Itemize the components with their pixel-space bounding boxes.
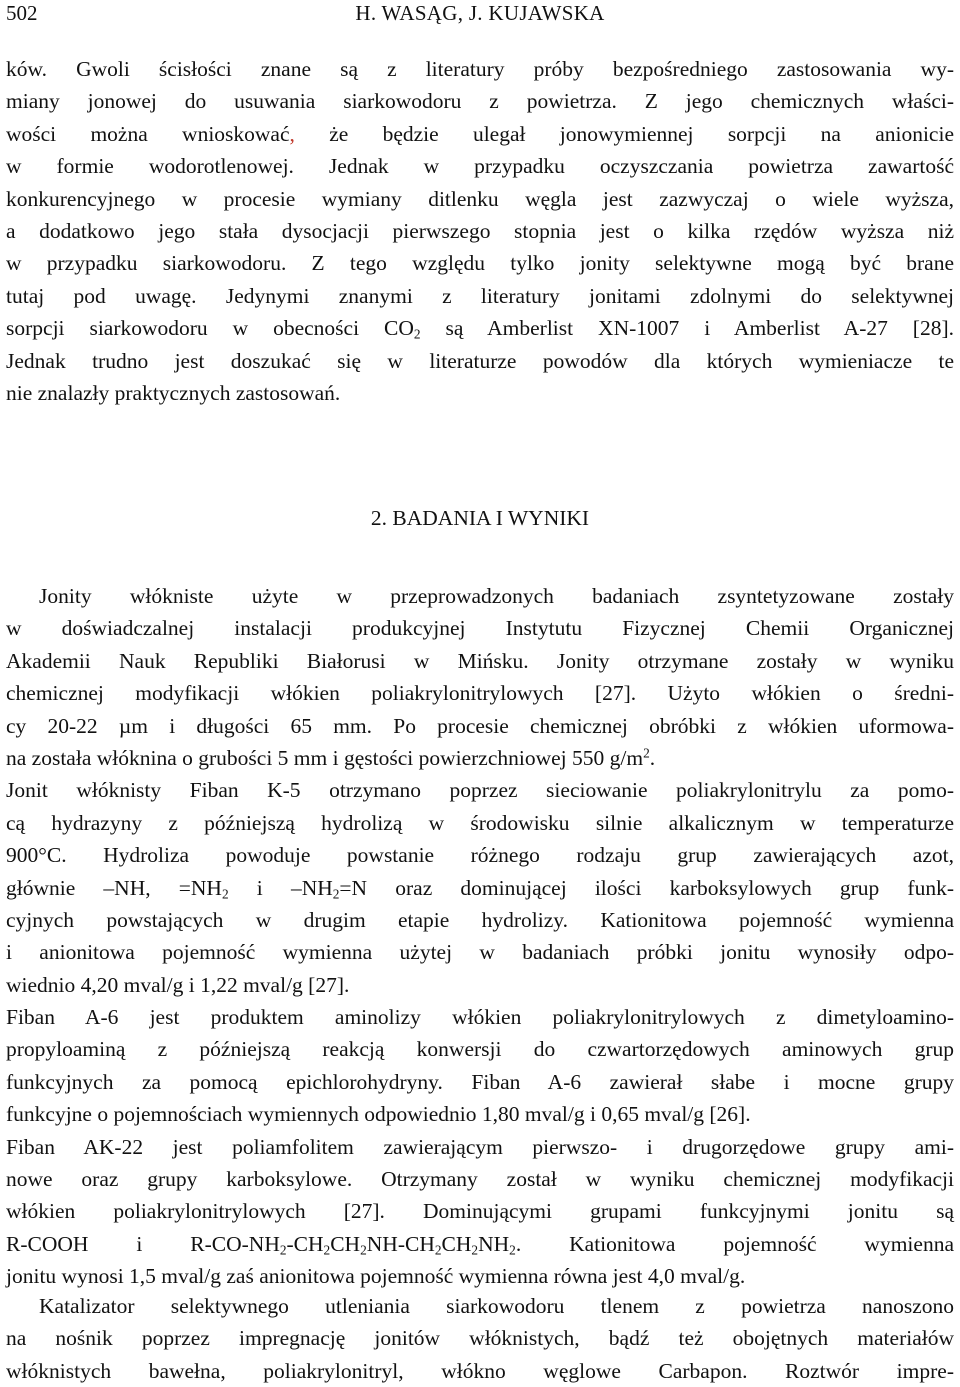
text-line: chemicznej modyfikacji włókien poliakrylonitrylowych [27]. Użyto włókien o średni-	[6, 681, 954, 706]
text-line: w doświadczalnej instalacji produkcyjnej Instytutu Fizycznej Chemii Organicznej	[6, 616, 954, 641]
section-heading: 2. BADANIA I WYNIKI	[370, 506, 590, 530]
text-line: Fiban AK-22 jest poliamfolitem zawierającym pierwszo- i drugorzędowe grupy ami-	[6, 1134, 954, 1159]
text-line: cyjnych powstających w drugim etapie hydrolizy. Kationitowa pojemność wymienna	[6, 907, 954, 932]
text-line: sorpcji siarkowodoru w obecności $CO_2$ są Amberlist XN-1007 i Amberlist A-27 [28].	[6, 316, 954, 342]
text-line: funkcyjne o pojemnościach wymiennych odpowiednio 1,80 mval/g i 0,65 mval/g [26].	[6, 1102, 751, 1127]
text-line: na nośnik poprzez impregnację jonitów włóknistych, bądź też obojętnych materiałów	[6, 1326, 954, 1351]
paragraph-intro	[6, 53, 954, 409]
text-line: głównie –NH, $=NH_2$ i $-NH_2=N$ oraz dominującej ilości karboksylowych grup funk-	[6, 875, 955, 901]
page-number: 502	[6, 1, 38, 25]
text-line: a dodatkowo jego stała dysocjacji pierwszego stopnia jest o kilka rzędów wyższa niż	[6, 218, 954, 243]
text-line: tutaj pod uwagę. Jedynymi znanymi z literatury jonitami zdolnymi do selektywnej	[6, 283, 954, 308]
text-line: 900°C. Hydroliza powoduje powstanie różnego rodzaju grup zawierających azot,	[6, 843, 954, 868]
text-line: w formie wodorotlenowej. Jednak w przypadku oczyszczania powietrza zawartość	[6, 154, 954, 179]
text-line: Akademii Nauk Republiki Białorusi w Mińsku. Jonity otrzymane zostały w wyniku	[6, 648, 954, 673]
text-line: włóknistych bawełna, poliakrylonitryl, włókno węglowe Carbapon. Roztwór impre-	[6, 1358, 954, 1383]
paragraph-results	[6, 580, 954, 1293]
text-line: i anionitowa pojemność wymienna użytej w badaniach próbki jonitu wynosiły odpo-	[6, 940, 954, 965]
text-line: Jonit włóknisty Fiban K-5 otrzymano poprzez sieciowanie poliakrylonitrylu za pomo-	[6, 778, 954, 803]
text-line: R-COOH i $R-CO-NH_2-CH_2CH_2NH-CH_2CH_2NH_2$. Kationitowa pojemność wymienna	[6, 1231, 954, 1258]
text-line: propyloaminą z późniejszą reakcją konwersji do czwartorzędowych aminowych grup	[6, 1037, 954, 1062]
text-line: Jednak trudno jest doszukać się w literaturze powodów dla których wymieniacze te	[6, 348, 954, 373]
text-line: cy 20-22 µm i długości 65 mm. Po procesie chemicznej obróbki z włókien uformowa-	[6, 713, 954, 738]
text-line: na została włóknina o grubości 5 mm i gęstości powierzchniowej 550 $g/m^2$.	[6, 745, 656, 770]
text-line: nowe oraz grupy karboksylowe. Otrzymany został w wyniku chemicznej modyfikacji	[6, 1167, 954, 1192]
text-line: Jonity włókniste użyte w przeprowadzonych badaniach zsyntetyzowane zostały	[39, 584, 954, 608]
text-line: konkurencyjnego w procesie wymiany ditlenku węgla jest zazwyczaj o wiele wyższa,	[6, 186, 954, 211]
text-line: w przypadku siarkowodoru. Z tego względu tylko jonity selektywne mogą być brane	[6, 251, 954, 276]
running-header	[6, 0, 954, 26]
text-line: Fiban A-6 jest produktem aminolizy włókien poliakrylonitrylowych z dimetyloamino-	[6, 1005, 954, 1030]
text-line: wości można wnioskować, że będzie ulegał jonowymiennej sorpcji na anionicie	[6, 121, 954, 146]
highlighted-comma: ,	[289, 121, 295, 146]
text-line: miany jonowej do usuwania siarkowodoru z powietrza. Z jego chemicznych właści-	[6, 89, 954, 114]
text-line: cą hydrazyny z późniejszą hydrolizą w środowisku silnie alkalicznym w temperaturze	[6, 810, 954, 835]
text-line: włókien poliakrylonitrylowych [27]. Dominującymi grupami funkcyjnymi jonitu są	[6, 1199, 954, 1224]
text-line: nie znalazły praktycznych zastosowań.	[6, 380, 341, 405]
paragraph-catalyst	[6, 1290, 954, 1387]
text-line: jonitu wynosi 1,5 mval/g zaś anionitowa pojemność wymienna równa jest 4,0 mval/g.	[6, 1264, 746, 1289]
text-line: funkcyjnych za pomocą epichlorohydryny. Fiban A-6 zawierał słabe i mocne grupy	[6, 1069, 954, 1094]
text-line: Katalizator selektywnego utleniania siarkowodoru tlenem z powietrza nanoszono	[39, 1294, 954, 1318]
running-header-authors: H. WASĄG, J. KUJAWSKA	[355, 1, 605, 25]
text-line: wiednio 4,20 mval/g i 1,22 mval/g [27].	[6, 972, 350, 997]
text-line: ków. Gwoli ścisłości znane są z literatury próby bezpośredniego zastosowania wy-	[6, 57, 954, 81]
